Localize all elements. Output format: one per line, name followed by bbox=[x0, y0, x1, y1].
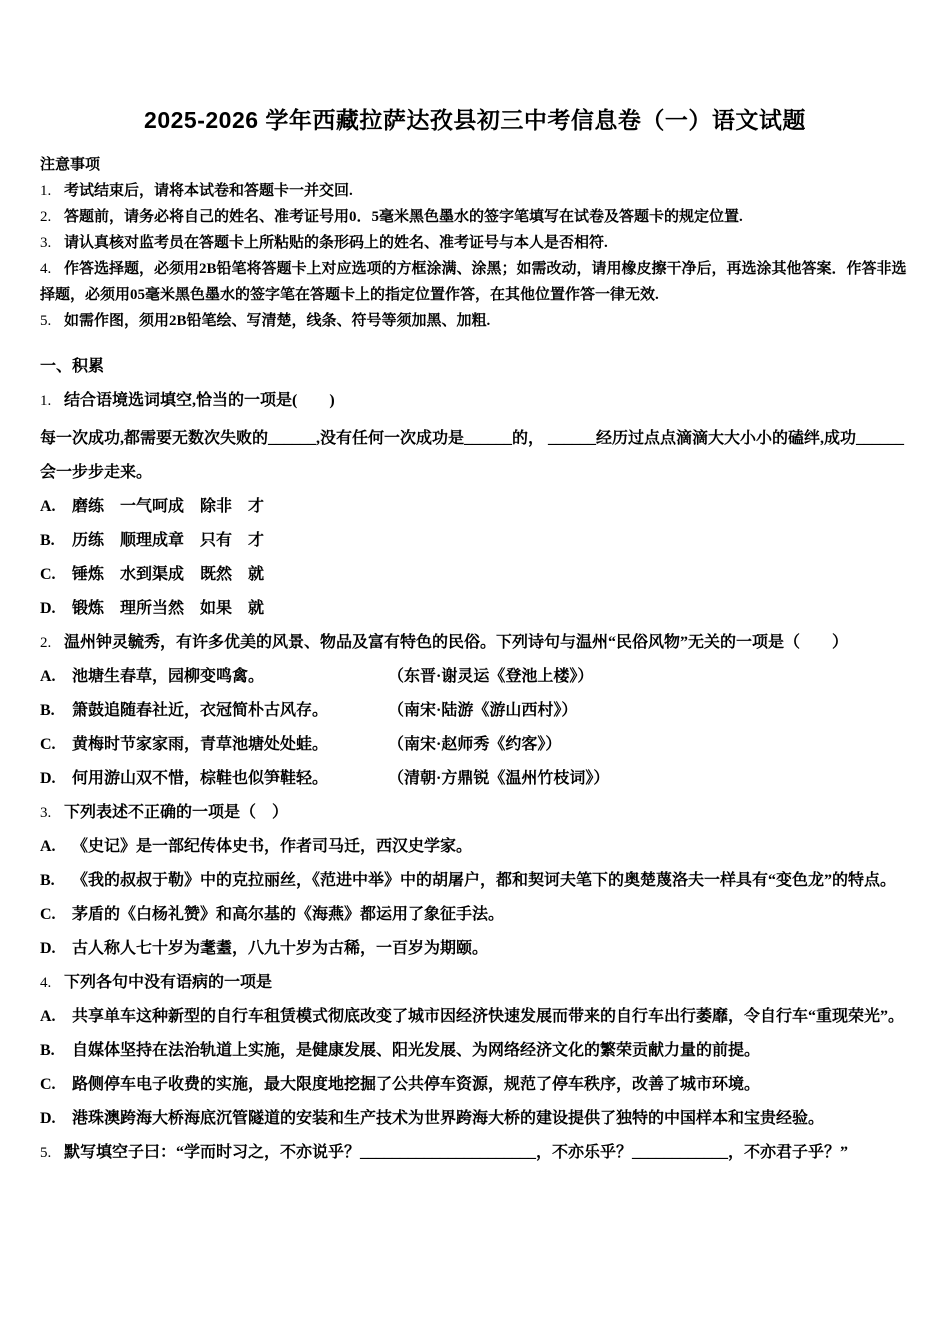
question-2-option-a bbox=[40, 660, 910, 694]
option-poem-text: 池塘生春草，园柳变鸣禽。 bbox=[72, 668, 265, 685]
option-label: A. bbox=[40, 1008, 56, 1025]
option-poem-source: （南宋·赵师秀《约客》） bbox=[388, 736, 562, 753]
question-1-option-a bbox=[40, 490, 910, 524]
notice-item-text: 作答选择题，必须用2B铅笔将答题卡上对应选项的方框涂满、涂黑；如需改动，请用橡皮擦干净后，再选涂其他答案．作答非选择题，必须用05毫米黑色墨水的签字笔在答题卡上的指定位置作答，在其他位置作答一律无效. bbox=[40, 261, 907, 303]
question-stem-text: 下列各句中没有语病的一项是 bbox=[64, 974, 273, 991]
notice-item-1 bbox=[40, 178, 910, 204]
question-3-option-a bbox=[40, 830, 910, 864]
option-text: 古人称人七十岁为耄耋，八九十岁为古稀，一百岁为期颐。 bbox=[72, 940, 489, 957]
option-label: D. bbox=[40, 940, 56, 957]
notice-item-3 bbox=[40, 230, 910, 256]
question-number: 2. bbox=[40, 635, 52, 651]
option-label: C. bbox=[40, 736, 56, 753]
option-label: B. bbox=[40, 872, 55, 889]
option-poem-text: 箫鼓追随春社近，衣冠简朴古风存。 bbox=[72, 702, 329, 719]
notice-item-number: 1. bbox=[40, 183, 52, 199]
option-text: 港珠澳跨海大桥海底沉管隧道的安装和生产技术为世界跨海大桥的建设提供了独特的中国样本和宝贵经验。 bbox=[72, 1110, 825, 1127]
notice-item-text: 如需作图，须用2B铅笔绘、写清楚，线条、符号等须加黑、加粗. bbox=[64, 313, 491, 329]
option-text: 历练 顺理成章 只有 才 bbox=[72, 532, 265, 549]
question-stem-text: 温州钟灵毓秀，有许多优美的风景、物品及富有特色的民俗。下列诗句与温州“民俗风物”无关的一项是（ ） bbox=[64, 634, 849, 651]
question-1-option-c bbox=[40, 558, 910, 592]
notice-item-text: 请认真核对监考员在答题卡上所粘贴的条形码上的姓名、准考证号与本人是否相符. bbox=[64, 235, 608, 251]
option-label: D. bbox=[40, 770, 56, 787]
notice-item-4 bbox=[40, 256, 910, 308]
option-label: C. bbox=[40, 566, 56, 583]
question-2-option-d bbox=[40, 762, 910, 796]
notice-heading: 注意事项 bbox=[40, 157, 101, 173]
questions-section bbox=[40, 350, 910, 1170]
option-text: 《我的叔叔于勒》中的克拉丽丝，《范进中举》中的胡屠户，都和契诃夫笔下的奥楚蔑洛夫一样具有“变色龙”的特点。 bbox=[72, 872, 897, 889]
option-label: A. bbox=[40, 838, 56, 855]
option-poem-source: （东晋·谢灵运《登池上楼》） bbox=[388, 668, 594, 685]
question-3 bbox=[40, 796, 910, 966]
page-title: 2025-2026 学年西藏拉萨达孜县初三中考信息卷（一）语文试题 bbox=[144, 107, 806, 133]
option-text: 茅盾的《白杨礼赞》和高尔基的《海燕》都运用了象征手法。 bbox=[72, 906, 505, 923]
notice-item-text: 答题前，请务必将自己的姓名、准考证号用0．5毫米黑色墨水的签字笔填写在试卷及答题卡的规定位置. bbox=[64, 209, 743, 225]
question-stem-text: 结合语境选词填空,恰当的一项是( ) bbox=[64, 392, 335, 409]
option-poem-text: 何用游山双不惜，棕鞋也似笋鞋轻。 bbox=[72, 770, 329, 787]
option-label: C. bbox=[40, 906, 56, 923]
option-label: B. bbox=[40, 702, 55, 719]
notice-item-text: 考试结束后，请将本试卷和答题卡一并交回. bbox=[64, 183, 353, 199]
option-text: 路侧停车电子收费的实施，最大限度地挖掘了公共停车资源，规范了停车秩序，改善了城市环境。 bbox=[72, 1076, 761, 1093]
question-4-stem bbox=[40, 966, 910, 1000]
option-text: 自媒体坚持在法治轨道上实施，是健康发展、阳光发展、为网络经济文化的繁荣贡献力量的前提。 bbox=[72, 1042, 761, 1059]
notice-item-number: 2. bbox=[40, 209, 52, 225]
question-number: 4. bbox=[40, 975, 52, 991]
notice-section bbox=[40, 152, 910, 334]
question-2-option-b bbox=[40, 694, 910, 728]
question-1 bbox=[40, 384, 910, 626]
option-text: 《史记》是一部纪传体史书，作者司马迁，西汉史学家。 bbox=[72, 838, 473, 855]
option-poem-source: （清朝·方鼎锐《温州竹枝词》） bbox=[388, 770, 610, 787]
option-label: D. bbox=[40, 1110, 56, 1127]
option-label: C. bbox=[40, 1076, 56, 1093]
question-4-option-c bbox=[40, 1068, 910, 1102]
notice-item-2 bbox=[40, 204, 910, 230]
question-4 bbox=[40, 966, 910, 1136]
question-2-option-c bbox=[40, 728, 910, 762]
question-number: 1. bbox=[40, 393, 52, 409]
question-2 bbox=[40, 626, 910, 796]
option-text: 锤炼 水到渠成 既然 就 bbox=[72, 566, 265, 583]
option-label: D. bbox=[40, 600, 56, 617]
question-3-stem bbox=[40, 796, 910, 830]
question-1-body: 每一次成功,都需要无数次失败的______,没有任何一次成功是______的， ______经历过点点滴滴大大小小的磕绊,成功______会一步步走来。 bbox=[40, 430, 905, 481]
option-poem-source: （南宋·陆游《游山西村》） bbox=[388, 702, 578, 719]
question-1-stem bbox=[40, 384, 910, 418]
option-label: B. bbox=[40, 532, 55, 549]
question-number: 3. bbox=[40, 805, 52, 821]
notice-item-number: 4. bbox=[40, 261, 52, 277]
question-4-option-a bbox=[40, 1000, 910, 1034]
section-heading: 一、积累 bbox=[40, 358, 105, 375]
option-label: B. bbox=[40, 1042, 55, 1059]
question-1-option-b bbox=[40, 524, 910, 558]
notice-item-number: 3. bbox=[40, 235, 52, 251]
question-stem-text: 下列表述不正确的一项是（ ） bbox=[64, 804, 289, 821]
question-4-option-d bbox=[40, 1102, 910, 1136]
question-2-stem bbox=[40, 626, 910, 660]
option-text: 锻炼 理所当然 如果 就 bbox=[72, 600, 265, 617]
question-stem-text: 默写填空子曰：“学而时习之，不亦说乎？______________________，不亦乐乎？____________，不亦君子乎？” bbox=[64, 1144, 849, 1161]
notice-item-5 bbox=[40, 308, 910, 334]
option-text: 共享单车这种新型的自行车租赁模式彻底改变了城市因经济快速发展而带来的自行车出行萎靡，令自行车“重现荣光”。 bbox=[72, 1008, 905, 1025]
option-label: A. bbox=[40, 498, 56, 515]
question-5 bbox=[40, 1136, 910, 1170]
question-3-option-c bbox=[40, 898, 910, 932]
option-label: A. bbox=[40, 668, 56, 685]
question-3-option-d bbox=[40, 932, 910, 966]
question-1-option-d bbox=[40, 592, 910, 626]
option-text: 磨练 一气呵成 除非 才 bbox=[72, 498, 265, 515]
notice-item-number: 5. bbox=[40, 313, 52, 329]
question-number: 5. bbox=[40, 1145, 52, 1161]
question-5-stem bbox=[40, 1136, 910, 1170]
question-4-option-b bbox=[40, 1034, 910, 1068]
question-3-option-b bbox=[40, 864, 910, 898]
option-poem-text: 黄梅时节家家雨，青草池塘处处蛙。 bbox=[72, 736, 329, 753]
